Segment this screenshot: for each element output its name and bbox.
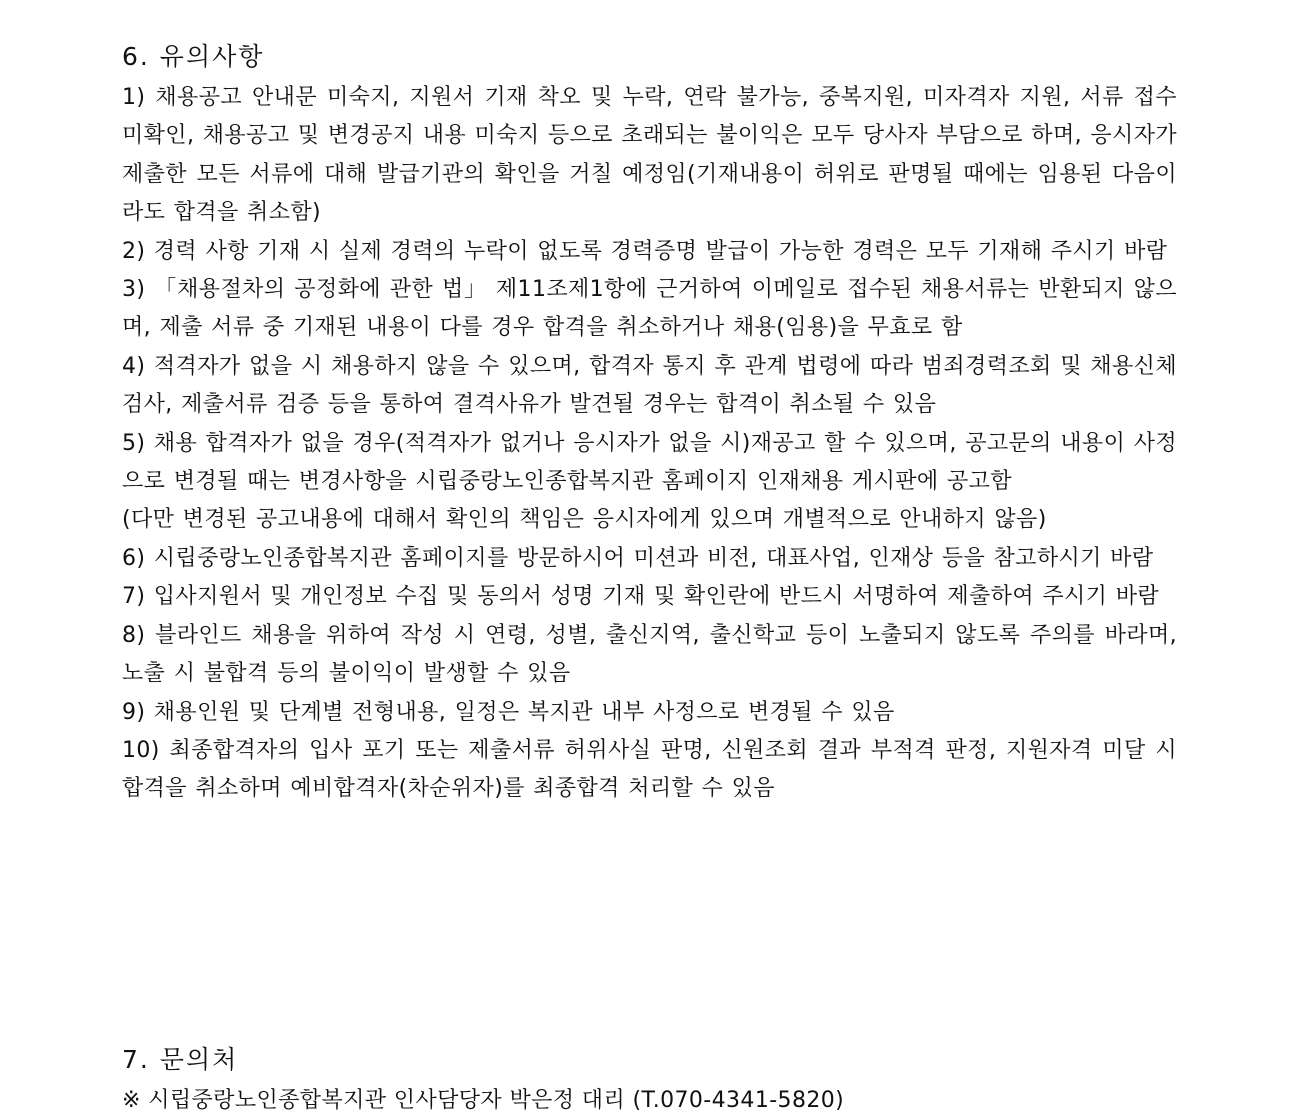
notice-item-8: 8) 블라인드 채용을 위하여 작성 시 연령, 성별, 출신지역, 출신학교 등이 노출되지 않도록 주의를 바라며, 노출 시 불합격 등의 불이익이 발생할 수 있음 xyxy=(122,622,1177,687)
notice-item-5: 5) 채용 합격자가 없을 경우(적격자가 없거나 응시자가 없을 시)재공고 할 수 있으며, 공고문의 내용이 사정으로 변경될 때는 변경사항을 시립중랑노인종합복지관 홈페이지 인재채용 게시판에 공고함 xyxy=(122,430,1177,495)
notice-item-1: 1) 채용공고 안내문 미숙지, 지원서 기재 착오 및 누락, 연락 불가능, 중복지원, 미자격자 지원, 서류 접수 미확인, 채용공고 및 변경공지 내용 미숙지 등으로 초래되는 불이익은 모두 당사자 부담으로 하며, 응시자가 제출한 모든 서류에 대해 발급기관의 확인을 거칠 예정임(기재내용이 허위로 판명될 때에는 임용된 다음이라도 합격을 취소함) xyxy=(122,85,1177,226)
notice-item-4: 4) 적격자가 없을 시 채용하지 않을 수 있으며, 합격자 통지 후 관계 법령에 따라 범죄경력조회 및 채용신체검사, 제출서류 검증 등을 통하여 결격사유가 발견될 경우는 합격이 취소될 수 있음 xyxy=(122,353,1177,418)
notice-item-9: 9) 채용인원 및 단계별 전형내용, 일정은 복지관 내부 사정으로 변경될 수 있음 xyxy=(122,699,895,725)
notice-item-2: 2) 경력 사항 기재 시 실제 경력의 누락이 없도록 경력증명 발급이 가능한 경력은 모두 기재해 주시기 바람 xyxy=(122,238,1168,264)
notice-item-5-note: (다만 변경된 공고내용에 대해서 확인의 책임은 응시자에게 있으며 개별적으로 안내하지 않음) xyxy=(122,507,1047,533)
section-6-heading: 6. 유의사항 xyxy=(122,42,265,71)
section-7-heading: 7. 문의처 xyxy=(122,1045,239,1074)
notice-item-3: 3) 「채용절차의 공정화에 관한 법」 제11조제1항에 근거하여 이메일로 접수된 채용서류는 반환되지 않으며, 제출 서류 중 기재된 내용이 다를 경우 합격을 취소하거나 채용(임용)을 무효로 함 xyxy=(122,277,1177,341)
notice-item-6: 6) 시립중랑노인종합복지관 홈페이지를 방문하시어 미션과 비전, 대표사업, 인재상 등을 참고하시기 바람 xyxy=(122,545,1154,571)
notice-item-10: 10) 최종합격자의 입사 포기 또는 제출서류 허위사실 판명, 신원조회 결과 부적격 판정, 지원자격 미달 시 합격을 취소하며 예비합격자(차순위자)를 최종합격 처리할 수 있음 xyxy=(122,737,1177,802)
notice-list xyxy=(122,79,1177,809)
contact-line: ※ 시립중랑노인종합복지관 인사담당자 박은정 대리 (T.070-4341-5820) xyxy=(122,1088,845,1113)
notice-item-7: 7) 입사지원서 및 개인정보 수집 및 동의서 성명 기재 및 확인란에 반드시 서명하여 제출하여 주시기 바람 xyxy=(122,584,1160,610)
